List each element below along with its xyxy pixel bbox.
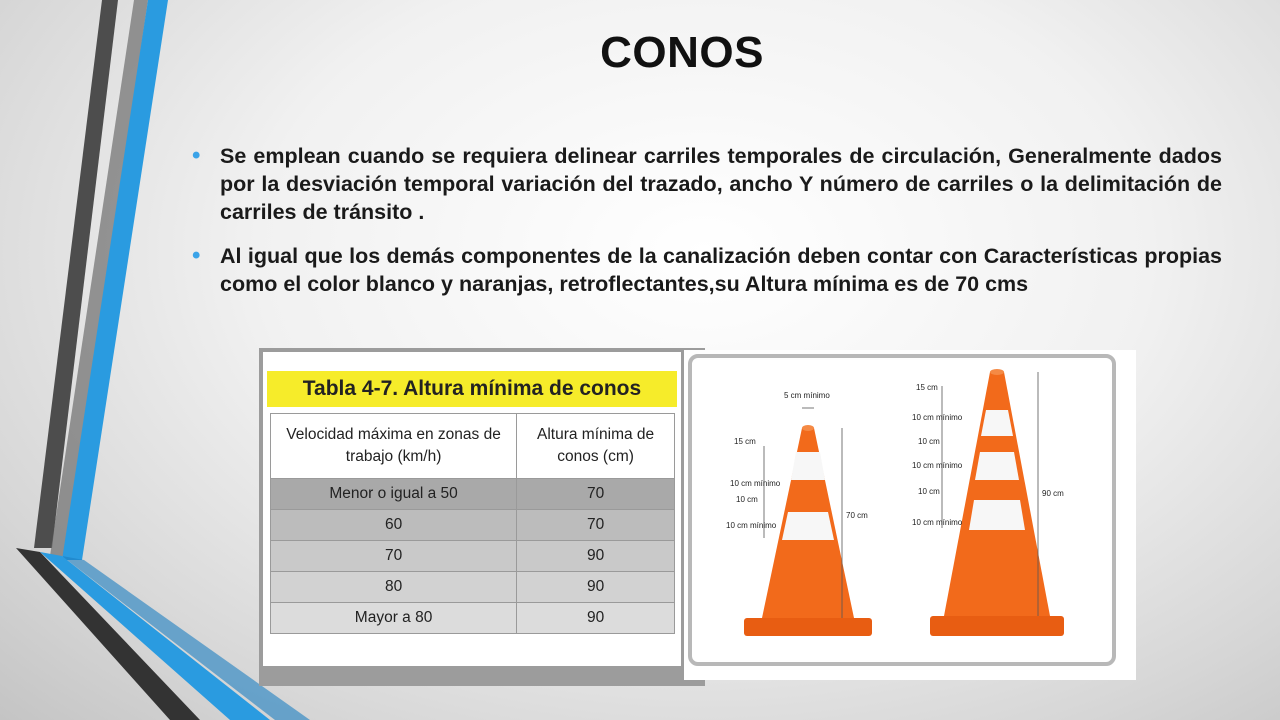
table-caption: Tabla 4-7. Altura mínima de conos: [267, 371, 677, 407]
bullet-item: [190, 142, 1222, 226]
cone-diagram-image: [684, 350, 1136, 680]
large-cone-label: 10 cm mínimo: [912, 413, 963, 422]
table-image: [259, 348, 705, 686]
small-cone-icon: [744, 425, 872, 636]
small-cone-label: 10 cm: [736, 495, 758, 504]
bullet-text: Se emplean cuando se requiera delinear carriles temporales de circulación, Generalmente dados por la desviación temporal variación del trazado, ancho Y número de carriles o la delimitación de carriles de tránsito .: [220, 144, 1222, 224]
table-row: [271, 572, 675, 603]
large-cone-label: 15 cm: [916, 383, 938, 392]
small-cone-label: 10 cm mínimo: [730, 479, 781, 488]
large-cone-label: 10 cm mínimo: [912, 518, 963, 527]
table-cell: Mayor a 80: [271, 603, 517, 634]
table-cell: 90: [517, 603, 675, 634]
bullet-list: [190, 142, 1222, 314]
table-cell: 90: [517, 541, 675, 572]
small-cone-label: 10 cm mínimo: [726, 521, 777, 530]
bullet-item: [190, 242, 1222, 298]
table-row: [271, 510, 675, 541]
table-row: [271, 603, 675, 634]
table-cell: 70: [271, 541, 517, 572]
cone-height-table: [270, 413, 675, 634]
table-header: Velocidad máxima en zonas de trabajo (km/h): [271, 414, 517, 479]
table-row: [271, 479, 675, 510]
table-cell: 70: [517, 479, 675, 510]
bullet-dot-icon: •: [192, 142, 201, 169]
table-header: Altura mínima de conos (cm): [517, 414, 675, 479]
large-cone-icon: [930, 369, 1064, 636]
bullet-dot-icon: •: [192, 242, 201, 269]
table-cell: 60: [271, 510, 517, 541]
table-cell: 70: [517, 510, 675, 541]
table-row: [271, 541, 675, 572]
slide-title: CONOS: [600, 28, 764, 77]
table-cell: Menor o igual a 50: [271, 479, 517, 510]
small-cone-height-label: 70 cm: [846, 511, 868, 520]
large-cone-label: 10 cm mínimo: [912, 461, 963, 470]
table-cell: 90: [517, 572, 675, 603]
large-cone-height-label: 90 cm: [1042, 489, 1064, 498]
large-cone-label: 10 cm: [918, 437, 940, 446]
small-cone-top-label: 5 cm mínimo: [784, 391, 830, 400]
large-cone-label: 10 cm: [918, 487, 940, 496]
bullet-text: Al igual que los demás componentes de la canalización deben contar con Características propias como el color blanco y naranjas, retroflectantes,su Altura mínima es de 70 cms: [220, 244, 1222, 296]
cone-diagram: [684, 350, 1136, 680]
small-cone-label: 15 cm: [734, 437, 756, 446]
table-cell: 80: [271, 572, 517, 603]
